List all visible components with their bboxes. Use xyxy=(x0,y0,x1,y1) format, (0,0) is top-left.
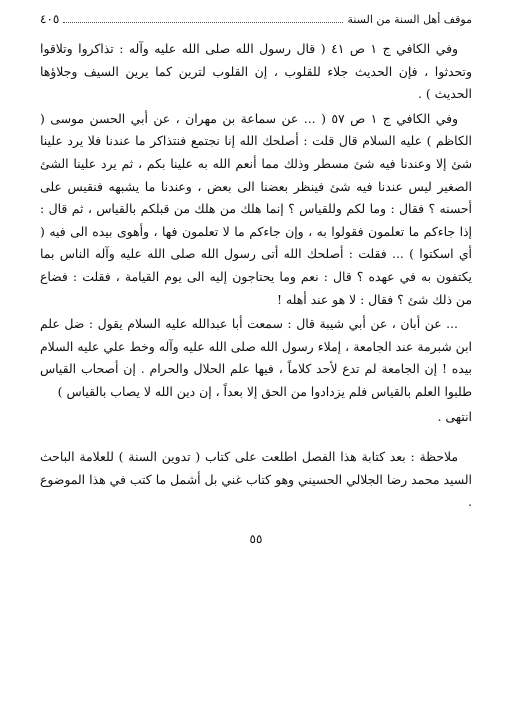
document-page xyxy=(40,12,472,712)
paragraph-end-quote: انتهى . xyxy=(437,408,472,424)
running-title: موقف أهل السنة من السنة xyxy=(347,13,472,26)
note-paragraph: ملاحظة : بعد كتابة هذا الفصل اطلعت على كتاب ( تدوين السنة ) للعلامة الباحث السيد محمد رضا الجلالي الحسيني وهو كتاب غني بل أشمل ما كتب في هذا الموضوع . xyxy=(40,449,472,510)
page-number: ٤٠٥ xyxy=(40,12,60,26)
end-mark: ٥٥ xyxy=(249,531,263,546)
page-header xyxy=(40,12,472,32)
header-leader-dots xyxy=(63,21,343,23)
page-body xyxy=(40,38,472,514)
paragraph-kafi-41: وفي الكافي ج ١ ص ٤١ ( قال رسول الله صلى الله عليه وآله : تذاكروا وتلاقوا وتحدثوا ، فإن الحديث جلاء للقلوب ، إن القلوب لترين كما يرين السيف وجلاؤها الحديث ) . xyxy=(40,41,472,102)
paragraph-kafi-57: وفي الكافي ج ١ ص ٥٧ ( ... عن سماعة بن مهران ، عن أبي الحسن موسى ( الكاظم ) عليه السلام قال قلت : أصلحك الله إنا نجتمع فنتذاكر ما عندنا فلا يرد علينا شئ إلا وعندنا فيه شئ مسطر وذلك مما أنعم الله به علينا بكم ، ثم يرد علينا الشئ الصغير ليس عندنا فيه شئ فينظر بعضنا الى بعض ، وعندنا ما يشبهه فنقيس على أحسنه ؟ فقال : وما لكم وللقياس ؟ إنما هلك من هلك من قبلكم بالقياس ، ثم قال : إذا جاءكم ما تعلمون فقولوا به ، وإن جاءكم ما لا تعلمون فها ، وأهوى بيده الى فيه ( أي اسكتوا ) ... فقلت : أصلحك الله أتى رسول الله صلى الله عليه وآله الناس بما يكتفون به في عهده ؟ قال : نعم وما يحتاجون إليه الى يوم القيامة ، فقلت : فضاع من ذلك شئ ؟ فقال : لا هو عند أهله ! xyxy=(40,110,472,307)
paragraph-aban: ... عن أبان ، عن أبي شيبة قال : سمعت أبا عبدالله عليه السلام يقول : ضل علم ابن شبرمة عند الجامعة ، إملاء رسول الله صلى الله عليه وآله وخط علي عليه السلام بيده ! إن الجامعة لم تدع لأحد كلاماً ، فيها علم الحلال والحرام . إن أصحاب القياس طلبوا العلم بالقياس فلم يزدادوا من الحق إلا بعداً ، إن دين الله لا يصاب بالقياس ) xyxy=(40,316,472,399)
